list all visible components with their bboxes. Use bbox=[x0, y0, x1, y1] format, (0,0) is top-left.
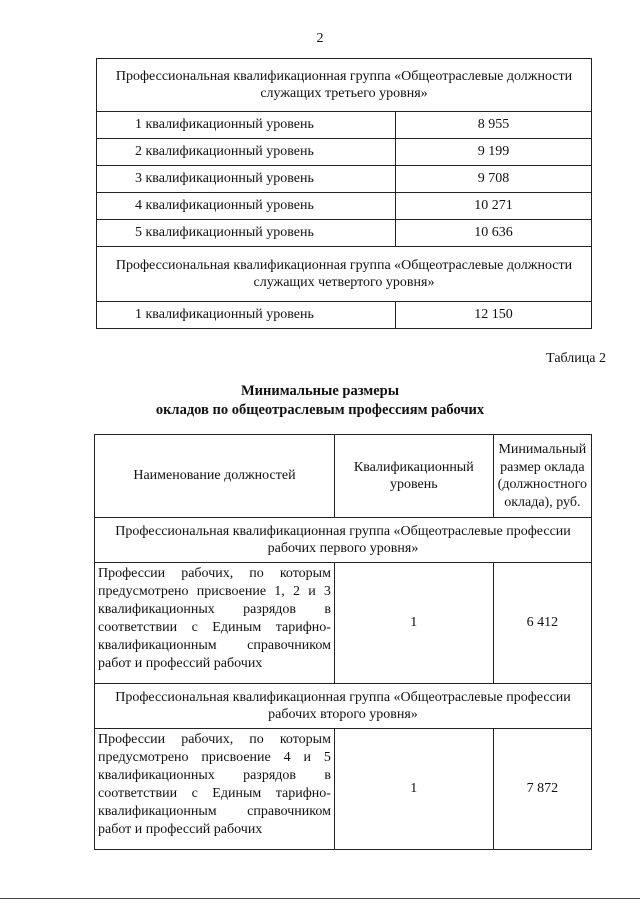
level-cell: 2 квалификационный уровень bbox=[97, 139, 396, 166]
salary-cell: 10 271 bbox=[396, 193, 592, 220]
salary-cell: 9 199 bbox=[396, 139, 592, 166]
table-title-line-1: Минимальные размеры bbox=[240, 383, 400, 399]
level-cell: 5 квалификационный уровень bbox=[97, 220, 396, 247]
salary-table-workers bbox=[94, 434, 592, 850]
header-position-name: Наименование должностей bbox=[95, 435, 335, 518]
level-cell: 1 квалификационный уровень bbox=[97, 112, 396, 139]
table-row bbox=[97, 220, 592, 247]
group-header-workers-first-level: Профессиональная квалификационная группа «Общеотраслевые профессии рабочих первого уровня» bbox=[95, 518, 592, 563]
group-header-third-level: Профессиональная квалификационная группа «Общеотраслевые должности служащих третьего уровня» bbox=[97, 59, 592, 112]
level-cell: 3 квалификационный уровень bbox=[97, 166, 396, 193]
salary-cell: 6 412 bbox=[493, 563, 591, 684]
salary-cell: 8 955 bbox=[396, 112, 592, 139]
position-description: Профессии рабочих, по которым предусмотрено присвоение 1, 2 и 3 квалификационных разрядов в соответствии с Единым тарифно-квалификационным справочником работ и профессий рабочих bbox=[95, 563, 335, 684]
level-cell: 1 квалификационный уровень bbox=[97, 302, 396, 329]
table-row bbox=[97, 112, 592, 139]
salary-cell: 10 636 bbox=[396, 220, 592, 247]
position-description: Профессии рабочих, по которым предусмотрено присвоение 4 и 5 квалификационных разрядов в соответствии с Единым тарифно-квалификационным справочником работ и профессий рабочих bbox=[95, 729, 335, 850]
group-header-workers-second-level: Профессиональная квалификационная группа «Общеотраслевые профессии рабочих второго уровня» bbox=[95, 684, 592, 729]
table-row bbox=[97, 139, 592, 166]
table-row bbox=[97, 302, 592, 329]
table-row bbox=[97, 59, 592, 112]
table-row bbox=[97, 166, 592, 193]
level-cell: 4 квалификационный уровень bbox=[97, 193, 396, 220]
level-cell: 1 bbox=[334, 729, 493, 850]
level-cell: 1 bbox=[334, 563, 493, 684]
salary-cell: 12 150 bbox=[396, 302, 592, 329]
table-row bbox=[95, 684, 592, 729]
table-label: Таблица 2 bbox=[546, 351, 606, 366]
salary-cell: 7 872 bbox=[493, 729, 591, 850]
header-qualification-level: Квалификационный уровень bbox=[334, 435, 493, 518]
group-header-fourth-level: Профессиональная квалификационная группа «Общеотраслевые должности служащих четвертого уровня» bbox=[97, 247, 592, 302]
table-row bbox=[97, 193, 592, 220]
table-row bbox=[95, 563, 592, 684]
table-title-line-2: окладов по общеотраслевым профессиям рабочих bbox=[155, 401, 485, 418]
table-header-row bbox=[95, 435, 592, 518]
salary-table-employees bbox=[96, 58, 592, 329]
table-row bbox=[97, 247, 592, 302]
table-title bbox=[0, 382, 640, 420]
header-minimum-salary: Минимальный размер оклада (должностного оклада), руб. bbox=[493, 435, 591, 518]
table-row bbox=[95, 729, 592, 850]
page-number: 2 bbox=[316, 31, 324, 46]
table-row bbox=[95, 518, 592, 563]
salary-cell: 9 708 bbox=[396, 166, 592, 193]
bottom-rule bbox=[0, 898, 640, 899]
